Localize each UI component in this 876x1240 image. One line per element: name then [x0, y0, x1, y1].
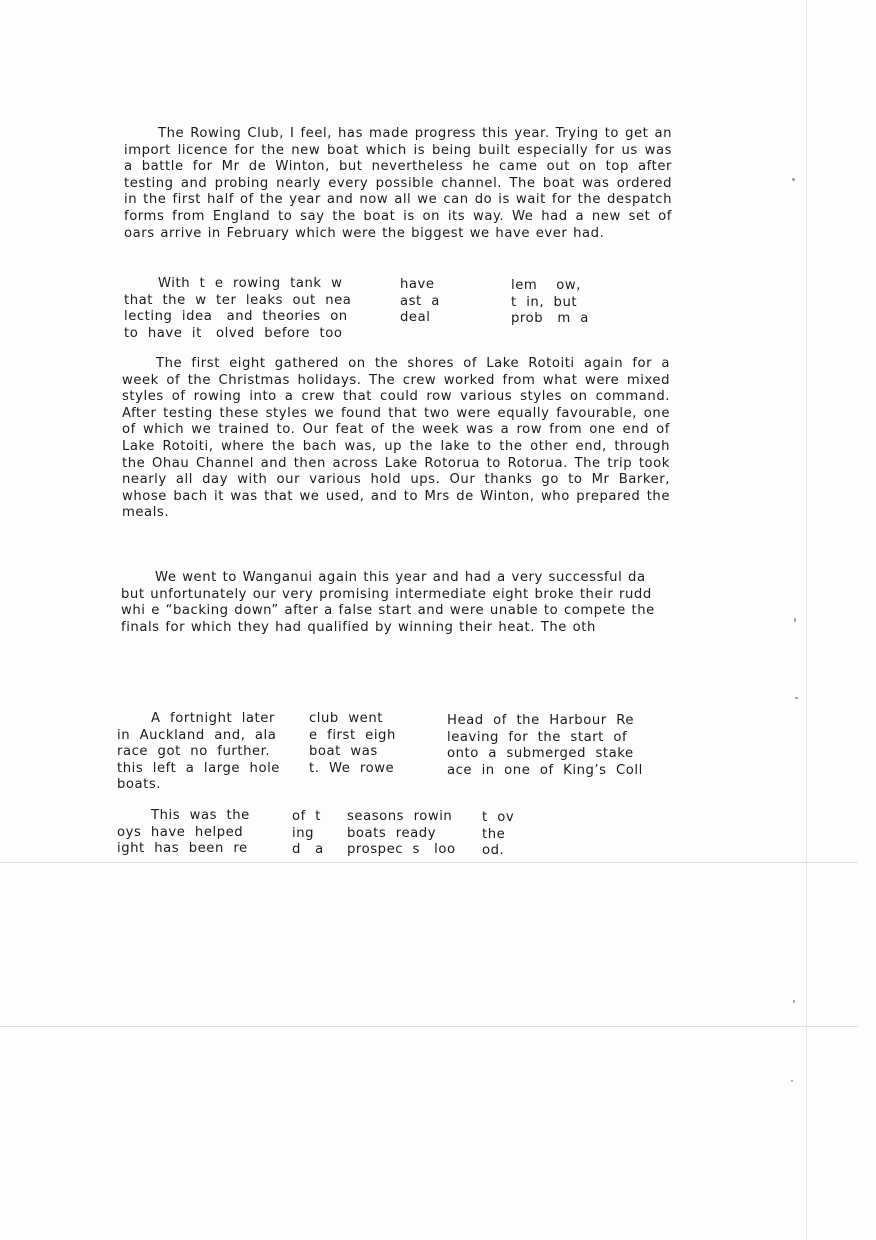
- closing-fragment-col4: t ov the od.: [482, 810, 515, 859]
- scan-speck: [791, 1080, 793, 1082]
- paragraph-lake-rotoiti: The first eight gathered on the shores of Lake Rotoiti again for a week of the Christmas holidays. The crew worked from what were mixed styles of rowing into a crew that could row various styles on command. After testing these styles we found that two were equally favourable, one of which we trained to. Our feat of the week was a row from one end of Lake Rotoiti, where the bach was, up the lake to the other end, through the Ohau Channel and then across Lake Rotorua to Rotorua. The trip took nearly all day with our various hold ups. Our thanks go to Mr Barker, whose bach it was that we used, and to Mrs de Winton, who prepared the meals.: [122, 356, 670, 521]
- rowing-tank-fragment-col2: have ast a deal: [400, 277, 440, 326]
- rowing-tank-fragment-col3: lem ow, t in, but prob m a: [511, 278, 589, 327]
- auckland-fragment-col2: club went e first eigh boat was t. We rowe: [309, 711, 396, 776]
- rowing-tank-fragment-col1: With t e rowing tank w that the w ter leaks out nea lecting idea and theories on to have it olved before too: [124, 276, 352, 341]
- scan-speck: [793, 1000, 795, 1003]
- closing-fragment-col2: of t ing d a: [292, 809, 324, 858]
- fold-line-lower: [0, 1026, 858, 1027]
- page-edge-line: [806, 0, 807, 1240]
- paragraph-import-licence: The Rowing Club, I feel, has made progress this year. Trying to get an import licence for the new boat which is being built especially for us was a battle for Mr de Winton, but nevertheless he came out on top after testing and probing nearly every possible channel. The boat was ordered in the first half of the year and now all we can do is wait for the despatch forms from England to say the boat is on its way. We had a new set of oars arrive in February which were the biggest we have ever had.: [124, 126, 672, 241]
- fold-line-upper: [0, 862, 858, 863]
- auckland-fragment-col3: Head of the Harbour Re leaving for the start of onto a submerged stake ace in one of King’s Coll: [447, 713, 643, 778]
- scan-speck: [795, 697, 798, 699]
- closing-fragment-col1: This was the oys have helped ight has been re: [117, 808, 250, 857]
- auckland-fragment-col1: A fortnight later in Auckland and, ala race got no further. this left a large hole boats.: [117, 711, 280, 793]
- scan-speck: [792, 178, 795, 181]
- closing-fragment-col3: seasons rowin boats ready prospec s loo: [347, 809, 456, 858]
- scan-speck: [794, 618, 796, 622]
- paragraph-wanganui: We went to Wanganui again this year and had a very successful da but unfortunately our very promising intermediate eight broke their rudd whi e “backing down” after a false start and were unable to compete the finals for which they had qualified by winning their heat. The oth: [121, 570, 655, 635]
